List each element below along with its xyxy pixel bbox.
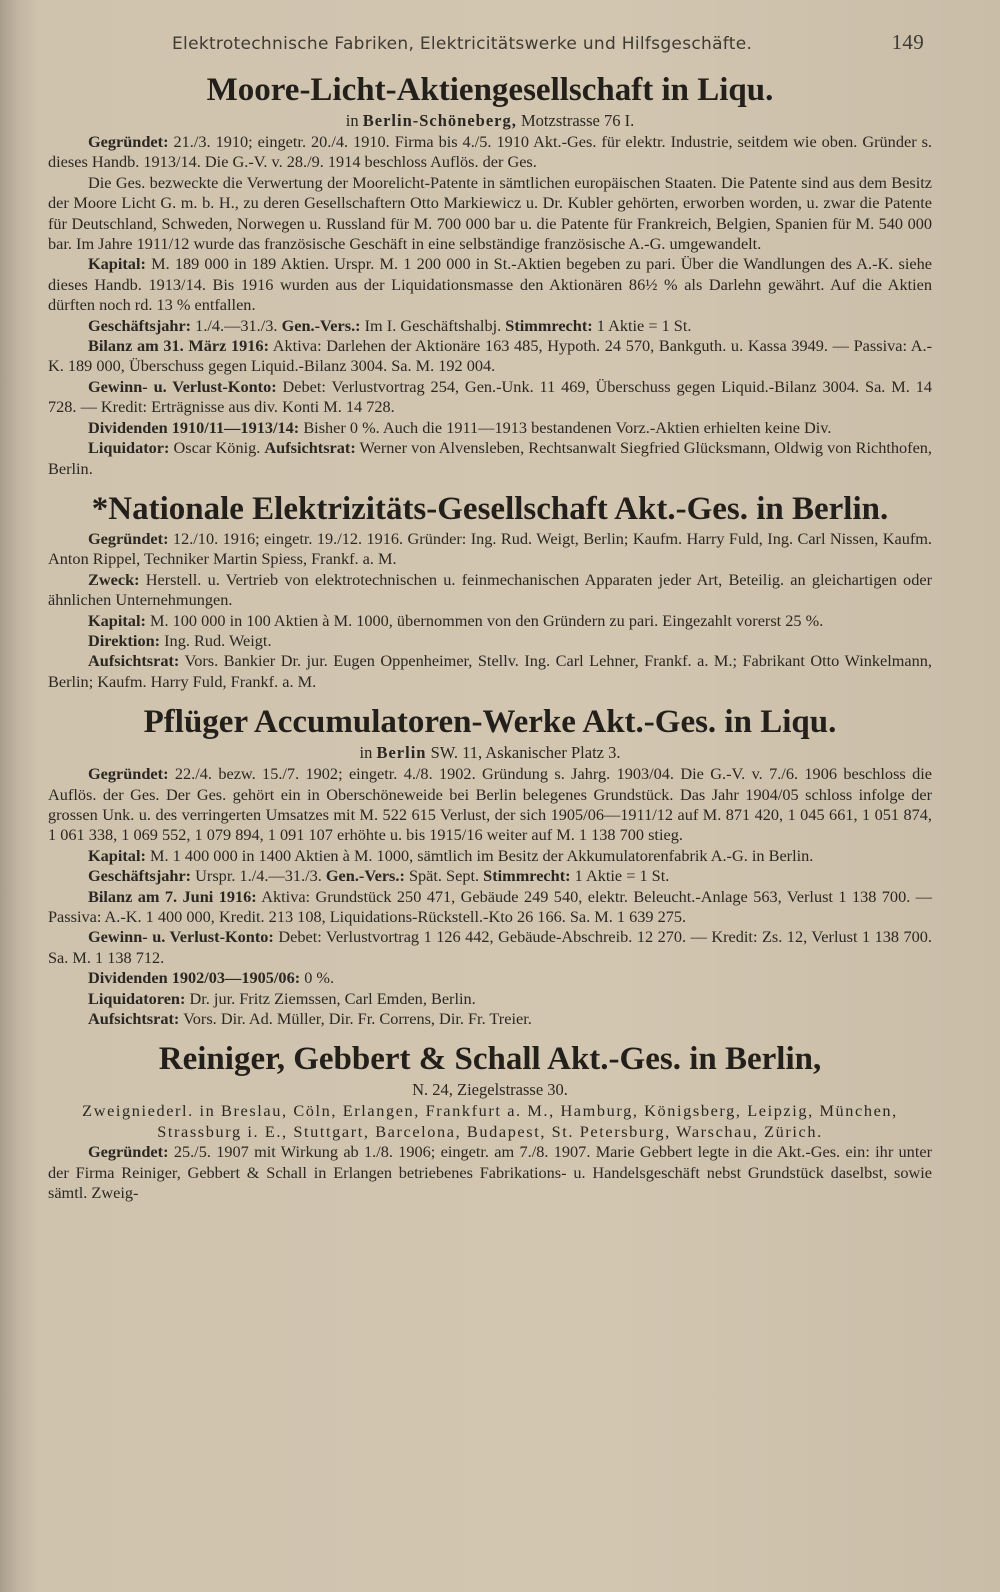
- paragraph: Direktion: Ing. Rud. Weigt.: [88, 630, 272, 650]
- paragraph: Gegründet: 25./5. 1907 mit Wirkung ab 1./8. 1906; eingetr. am 7./8. 1907. Marie Gebbert legte in die Akt.-Ges. ein: ihr unter der Firma Reiniger, Gebbert & Schall in Erlangen betriebenes Fabrikations- u. Handelsgeschäft nebst Grundstück daselbst, sowie sämtl. Zweig-: [48, 1142, 932, 1203]
- entry-title: Moore-Licht-Aktiengesellschaft in Liqu.: [206, 72, 774, 108]
- entry-pflueger: [48, 702, 932, 1029]
- paragraph: Geschäftsjahr: 1./4.—31./3. Gen.-Vers.: Im I. Geschäftshalbj. Stimmrecht: 1 Aktie = 1 St.: [88, 315, 692, 335]
- paragraph: Aufsichtsrat: Vors. Bankier Dr. jur. Eugen Oppenheimer, Stellv. Ing. Carl Lehner, Frankf. a. M.; Fabrikant Otto Winkelmann, Berlin; Kaufm. Harry Fuld, Frankf. a. M.: [48, 651, 932, 691]
- paragraph: Gegründet: 12./10. 1916; eingetr. 19./12. 1916. Gründer: Ing. Rud. Weigt, Berlin; Kaufm. Harry Fuld, Ing. Carl Nissen, Kaufm. Anton Rippel, Techniker Martin Spiess, Frankf. a. M.: [48, 528, 932, 569]
- running-title: Elektrotechnische Fabriken, Elektricitätswerke und Hilfsgeschäfte.: [172, 34, 753, 54]
- paragraph: Aufsichtsrat: Vors. Dir. Ad. Müller, Dir. Fr. Correns, Dir. Fr. Treier.: [88, 1009, 532, 1029]
- paragraph: Kapital: M. 100 000 in 100 Aktien à M. 1000, übernommen von den Gründern zu pari. Eingezahlt vorerst 25 %.: [88, 610, 824, 630]
- paragraph: Bilanz am 7. Juni 1916: Aktiva: Grundstück 250 471, Gebäude 249 540, elektr. Beleucht.-Anlage 563, Verlust 1 138 700. — Passiva: A.-K. 1 400 000, Kredit. 213 108, Liquidations-Rückstell.-Kto 26 166. Sa. M. 1 639 275.: [48, 886, 932, 926]
- entry-reiniger-gebbert-schall: [48, 1039, 932, 1203]
- paragraph: Gegründet: 22./4. bezw. 15./7. 1902; eingetr. 4./8. 1902. Gründung s. Jahrg. 1903/04. Die G.-V. v. 7./6. 1906 beschloss die Auflös. der Ges. Der Ges. gehört ein in Oberschöneweide bei Berlin belegenes Grundstück. Das Jahr 1904/05 schloss infolge der grossen Unk. u. des verringerten Umsatzes mit M. 522 615 Verlust, der sich 1905/06—1911/12 auf M. 871 420, 1 045 661, 1 051 874, 1 061 338, 1 069 552, 1 079 894, 1 091 107 erhöhte u. bis 1915/16 weiter auf M. 1 138 700 stieg.: [48, 764, 932, 845]
- paragraph: Bilanz am 31. März 1916: Aktiva: Darlehen der Aktionäre 163 485, Hypoth. 24 570, Bankguth. u. Kassa 3949. — Passiva: A.-K. 189 000, Überschuss gegen Liquid.-Bilanz 3004. Sa. M. 192 004.: [48, 336, 933, 376]
- entry-address: in Berlin-Schöneberg, Motzstrasse 76 I.: [345, 111, 635, 130]
- page-number: 149: [891, 30, 924, 54]
- branches-list: Zweigniederl. in Breslau, Cöln, Erlangen, Frankfurt a. M., Hamburg, Königsberg, Leipzig, München, Strassburg i. E., Stuttgart, Barcelona, Budapest, St. Petersburg, Warschau, Zürich.: [82, 1101, 898, 1141]
- paragraph: Die Ges. bezweckte die Verwertung der Moorelicht-Patente in sämtlichen europäischen Staaten. Die Patente sind aus dem Besitz der Moore Licht G. m. b. H., zu deren Gesellschaftern Otto Markiewicz u. Dr. Kubler gehörten, erworben worden, u. zwar die Patente für Deutschland, Schweden, Norwegen u. Russland für M. 700 000 bar u. die Patente für Frankreich, Belgien, Spanien für M. 540 000 bar. Im Jahre 1911/12 wurde das französische Geschäft in eine selbständige französische A.-G. umgewandelt.: [48, 172, 932, 254]
- paragraph: Gegründet: 21./3. 1910; eingetr. 20./4. 1910. Firma bis 4./5. 1910 Akt.-Ges. für elektr. Industrie, seitdem wie oben. Gründer s. dieses Handb. 1913/14. Die G.-V. v. 28./9. 1914 beschloss Auflös. der Ges.: [48, 132, 933, 172]
- paragraph: Kapital: M. 189 000 in 189 Aktien. Urspr. M. 1 200 000 in St.-Aktien begeben zu pari. Über die Wandlungen des A.-K. siehe dieses Handb. 1913/14. Bis 1916 wurden aus der Liquidationsmasse den Aktionären 86½ % als Darlehn gewährt. Auf die Aktien dürften noch rd. 13 % entfallen.: [48, 254, 932, 315]
- entry-address: N. 24, Ziegelstrasse 30.: [412, 1080, 568, 1100]
- paragraph: Dividenden 1902/03—1905/06: 0 %.: [88, 968, 335, 988]
- paragraph: Liquidatoren: Dr. jur. Fritz Ziemssen, Carl Emden, Berlin.: [88, 988, 476, 1008]
- paragraph: Gewinn- u. Verlust-Konto: Debet: Verlustvortrag 1 126 442, Gebäude-Abschreib. 12 270. — Kredit: Zs. 12, Verlust 1 138 700. Sa. M. 1 138 712.: [48, 927, 932, 967]
- running-header: [48, 30, 932, 60]
- paragraph: Liquidator: Oscar König. Aufsichtsrat: Werner von Alvensleben, Rechtsanwalt Siegfried Glücksmann, Oldwig von Richthofen, Berlin.: [48, 438, 933, 478]
- entry-title: Pflüger Accumulatoren-Werke Akt.-Ges. in Liqu.: [143, 704, 837, 741]
- paragraph: Dividenden 1910/11—1913/14: Bisher 0 %. Auch die 1911—1913 bestandenen Vorz.-Aktien erhielten keine Div.: [88, 417, 832, 437]
- entry-title: Reiniger, Gebbert & Schall Akt.-Ges. in Berlin,: [158, 1041, 822, 1078]
- paragraph: Gewinn- u. Verlust-Konto: Debet: Verlustvortrag 254, Gen.-Unk. 11 469, Überschuss gegen Liquid.-Bilanz 3004. Sa. M. 14 728. — Kredit: Erträgnisse aus div. Konti M. 14 728.: [48, 376, 932, 417]
- entry-title: *Nationale Elektrizitäts-Gesellschaft Akt.-Ges. in Berlin.: [91, 490, 889, 527]
- entry-moore-licht: [48, 70, 932, 479]
- paragraph: Geschäftsjahr: Urspr. 1./4.—31./3. Gen.-Vers.: Spät. Sept. Stimmrecht: 1 Aktie = 1 St.: [88, 866, 670, 886]
- paragraph: Kapital: M. 1 400 000 in 1400 Aktien à M. 1000, sämtlich im Besitz der Akkumulatorenfabrik A.-G. in Berlin.: [88, 845, 814, 865]
- entry-nationale-elektrizitaet: [48, 489, 932, 692]
- paragraph: Zweck: Herstell. u. Vertrieb von elektrotechnischen u. feinmechanischen Apparaten jeder Art, Beteilig. an gleichartigen oder ähnlichen Unternehmungen.: [48, 569, 932, 610]
- entry-address: in Berlin SW. 11, Askanischer Platz 3.: [359, 743, 621, 763]
